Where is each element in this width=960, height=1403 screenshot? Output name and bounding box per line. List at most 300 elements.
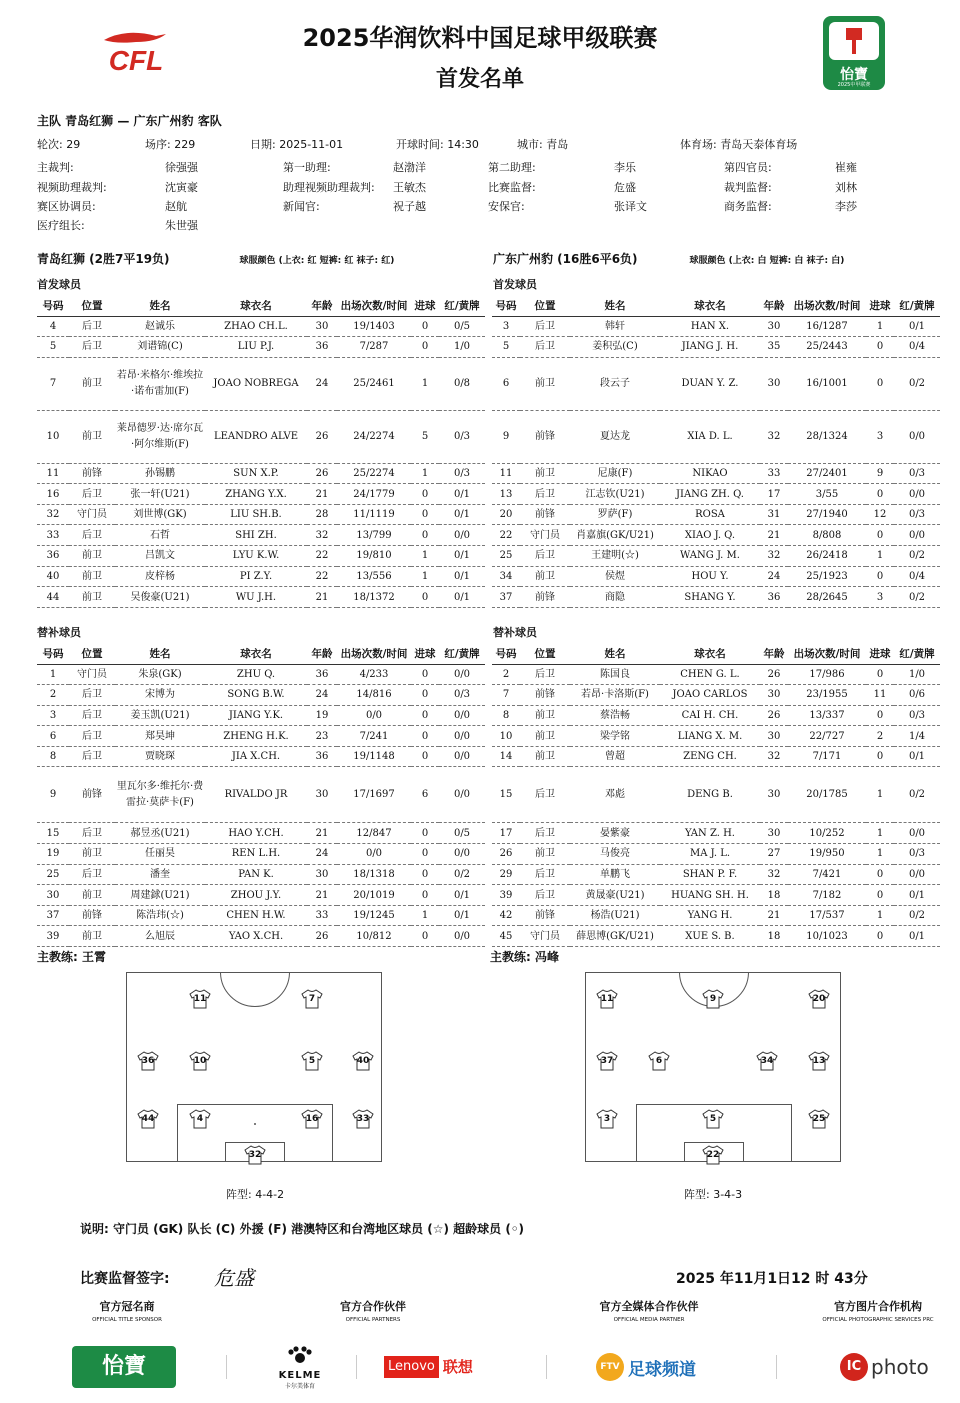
table-cell: 1/0 bbox=[894, 664, 940, 685]
column-header: 年龄 bbox=[307, 644, 337, 664]
table-cell: 7 bbox=[37, 357, 69, 410]
table-cell: 25 bbox=[492, 546, 520, 567]
table-cell: 18 bbox=[760, 885, 788, 906]
column-header: 球衣名 bbox=[660, 296, 760, 316]
table-cell: 11 bbox=[37, 463, 69, 484]
table-cell: 2 bbox=[866, 726, 894, 747]
table-cell: 32 bbox=[760, 546, 788, 567]
player-shirt-icon bbox=[648, 1051, 670, 1071]
player-shirt-icon bbox=[702, 1109, 724, 1129]
table-cell: HOU Y. bbox=[660, 566, 760, 587]
table-cell: 25/1923 bbox=[788, 566, 866, 587]
table-cell: JIANG ZH. Q. bbox=[660, 484, 760, 505]
table-cell: 30 bbox=[307, 864, 337, 885]
table-cell: 0 bbox=[866, 864, 894, 885]
table-cell: 22 bbox=[307, 566, 337, 587]
table-cell: 0 bbox=[411, 525, 439, 546]
sponsor-category bbox=[72, 1298, 182, 1323]
table-cell: 0 bbox=[866, 705, 894, 726]
table-cell: 0 bbox=[411, 844, 439, 865]
table-cell: 25/2461 bbox=[337, 357, 411, 410]
table-cell: LIU SH.B. bbox=[205, 504, 307, 525]
table-cell: 1 bbox=[411, 546, 439, 567]
kelme-subtext: 卡尔美体育 bbox=[284, 1383, 315, 1390]
table-cell: 0/0 bbox=[337, 705, 411, 726]
column-header: 年龄 bbox=[307, 296, 337, 316]
table-cell: 0 bbox=[411, 885, 439, 906]
table-row bbox=[492, 463, 940, 484]
table-cell: 0/1 bbox=[439, 885, 485, 906]
table-cell: 1 bbox=[411, 566, 439, 587]
table-cell: 2 bbox=[492, 664, 520, 685]
column-header: 球衣名 bbox=[205, 296, 307, 316]
table-cell: 21 bbox=[760, 525, 788, 546]
table-cell: RIVALDO JR bbox=[205, 767, 307, 823]
home-starters-table bbox=[37, 296, 485, 608]
table-row bbox=[492, 337, 940, 358]
table-cell: 0/0 bbox=[439, 844, 485, 865]
table-cell: 0/0 bbox=[439, 767, 485, 823]
table-row bbox=[37, 664, 485, 685]
table-cell: 0/0 bbox=[439, 726, 485, 747]
table-cell: 0/1 bbox=[894, 316, 940, 337]
table-cell: 12/847 bbox=[337, 823, 411, 844]
table-cell: 1 bbox=[411, 357, 439, 410]
table-header-row bbox=[492, 296, 940, 316]
table-row bbox=[37, 316, 485, 337]
table-row bbox=[492, 525, 940, 546]
table-cell: 24/2274 bbox=[337, 410, 411, 463]
table-cell: 前卫 bbox=[69, 357, 115, 410]
table-cell: 10/812 bbox=[337, 926, 411, 947]
table-cell: 1 bbox=[411, 463, 439, 484]
table-cell: 30 bbox=[760, 685, 788, 706]
table-cell: CHEN H.W. bbox=[205, 905, 307, 926]
table-cell: 0/0 bbox=[894, 484, 940, 505]
table-cell: 薛思博(GK/U21) bbox=[570, 926, 660, 947]
table-cell: CHEN G. L. bbox=[660, 664, 760, 685]
column-header: 出场次数/时间 bbox=[337, 296, 411, 316]
table-cell: HAN X. bbox=[660, 316, 760, 337]
table-cell: 6 bbox=[37, 726, 69, 747]
table-cell: 朱泉(GK) bbox=[115, 664, 205, 685]
sponsor-badge bbox=[823, 16, 885, 90]
table-cell: 9 bbox=[866, 463, 894, 484]
table-cell: 后卫 bbox=[69, 525, 115, 546]
table-cell: 后卫 bbox=[520, 864, 570, 885]
table-cell: 24 bbox=[760, 566, 788, 587]
table-cell: 7 bbox=[492, 685, 520, 706]
home-subs-table bbox=[37, 644, 485, 947]
column-header: 姓名 bbox=[570, 296, 660, 316]
table-cell: 11/1119 bbox=[337, 504, 411, 525]
table-cell: 0/1 bbox=[894, 926, 940, 947]
table-cell: 15 bbox=[492, 767, 520, 823]
table-cell: 0/0 bbox=[337, 844, 411, 865]
table-cell: 前锋 bbox=[69, 463, 115, 484]
home-team-name: 青岛红狮 (2胜7平19负) bbox=[37, 252, 170, 266]
table-cell: 19 bbox=[37, 844, 69, 865]
table-cell: 0 bbox=[411, 664, 439, 685]
table-cell: 17/537 bbox=[788, 905, 866, 926]
official-label: 新闻官: bbox=[283, 200, 320, 213]
table-cell: 27/2401 bbox=[788, 463, 866, 484]
table-cell: 若昂·卡洛斯(F) bbox=[570, 685, 660, 706]
table-row bbox=[492, 746, 940, 767]
table-cell: 0 bbox=[866, 746, 894, 767]
player-shirt-icon bbox=[702, 1145, 724, 1165]
table-cell: ROSA bbox=[660, 504, 760, 525]
official-value: 沈寅豪 bbox=[165, 181, 198, 194]
table-cell: 36 bbox=[760, 587, 788, 608]
kelme-logo bbox=[270, 1346, 330, 1388]
table-cell: 30 bbox=[307, 767, 337, 823]
player-shirt-icon bbox=[702, 989, 724, 1009]
column-header: 出场次数/时间 bbox=[788, 296, 866, 316]
table-cell: 任丽昊 bbox=[115, 844, 205, 865]
sponsor-category-zh: 官方冠名商 bbox=[99, 1300, 155, 1313]
shirt-number: 5 bbox=[709, 1114, 717, 1124]
official-value: 李乐 bbox=[614, 161, 636, 174]
table-cell: PAN K. bbox=[205, 864, 307, 885]
shirt-number: 3 bbox=[603, 1114, 611, 1124]
table-cell: 24/1779 bbox=[337, 484, 411, 505]
column-header: 姓名 bbox=[115, 296, 205, 316]
table-cell: 45 bbox=[492, 926, 520, 947]
official-value: 危盛 bbox=[614, 181, 636, 194]
table-cell: 24 bbox=[307, 357, 337, 410]
official-value: 朱世强 bbox=[165, 219, 198, 232]
table-cell: 罗萨(F) bbox=[570, 504, 660, 525]
table-cell: 1 bbox=[866, 905, 894, 926]
table-row bbox=[37, 685, 485, 706]
table-cell: 8 bbox=[37, 746, 69, 767]
table-header-row bbox=[492, 644, 940, 664]
table-row bbox=[37, 463, 485, 484]
table-row bbox=[37, 885, 485, 906]
table-cell: 前卫 bbox=[69, 926, 115, 947]
center-circle bbox=[220, 937, 290, 1007]
badge-subtext: 2025中甲联赛 bbox=[837, 82, 871, 88]
table-cell: 前卫 bbox=[69, 566, 115, 587]
table-cell: 0 bbox=[866, 664, 894, 685]
sponsor-category-zh: 官方图片合作机构 bbox=[834, 1300, 922, 1313]
table-cell: HUANG SH. H. bbox=[660, 885, 760, 906]
player-shirt-icon bbox=[756, 1051, 778, 1071]
table-cell: 0/2 bbox=[894, 767, 940, 823]
table-header-row bbox=[37, 296, 485, 316]
table-cell: 0 bbox=[411, 484, 439, 505]
penalty-spot bbox=[254, 1123, 256, 1125]
table-cell: 后卫 bbox=[520, 823, 570, 844]
table-cell: 1 bbox=[411, 905, 439, 926]
table-row bbox=[492, 357, 940, 410]
table-cell: 8/808 bbox=[788, 525, 866, 546]
table-cell: 3 bbox=[866, 587, 894, 608]
table-cell: 0/0 bbox=[894, 864, 940, 885]
table-cell: 0 bbox=[866, 885, 894, 906]
table-cell: 4/233 bbox=[337, 664, 411, 685]
table-cell: 前锋 bbox=[69, 767, 115, 823]
official-label: 裁判监督: bbox=[724, 181, 772, 194]
table-cell: 后卫 bbox=[520, 484, 570, 505]
table-cell: 1/0 bbox=[439, 337, 485, 358]
official-value: 张译文 bbox=[614, 200, 647, 213]
official-value: 刘林 bbox=[835, 181, 857, 194]
table-cell: 0/0 bbox=[894, 410, 940, 463]
table-cell: 0/8 bbox=[439, 357, 485, 410]
table-cell: 0/3 bbox=[894, 844, 940, 865]
table-cell: ZENG CH. bbox=[660, 746, 760, 767]
table-cell: 37 bbox=[37, 905, 69, 926]
table-cell: DENG B. bbox=[660, 767, 760, 823]
table-cell: 宋博为 bbox=[115, 685, 205, 706]
table-row bbox=[37, 357, 485, 410]
table-cell: 1 bbox=[866, 823, 894, 844]
table-cell: 0 bbox=[866, 337, 894, 358]
table-row bbox=[37, 484, 485, 505]
column-header: 号码 bbox=[492, 644, 520, 664]
table-cell: XIAO J. Q. bbox=[660, 525, 760, 546]
table-row bbox=[37, 410, 485, 463]
table-cell: PI Z.Y. bbox=[205, 566, 307, 587]
table-cell: 4 bbox=[37, 316, 69, 337]
table-cell: 21 bbox=[307, 587, 337, 608]
table-cell: 30 bbox=[760, 823, 788, 844]
table-cell: 0 bbox=[411, 504, 439, 525]
table-cell: 0 bbox=[411, 705, 439, 726]
shirt-number: 40 bbox=[356, 1056, 370, 1066]
table-cell: 9 bbox=[37, 767, 69, 823]
table-cell: 前锋 bbox=[520, 504, 570, 525]
round: 轮次: 29 bbox=[37, 138, 81, 151]
table-cell: 邓彪 bbox=[570, 767, 660, 823]
home-subs-label: 替补球员 bbox=[37, 626, 81, 639]
table-cell: MA J. L. bbox=[660, 844, 760, 865]
player-shirt-icon bbox=[596, 1051, 618, 1071]
table-cell: 商隐 bbox=[570, 587, 660, 608]
table-cell: 17 bbox=[492, 823, 520, 844]
column-header: 位置 bbox=[520, 296, 570, 316]
table-cell: 25 bbox=[37, 864, 69, 885]
column-header: 号码 bbox=[37, 644, 69, 664]
signature: 危盛 bbox=[214, 1266, 254, 1290]
table-cell: 0/1 bbox=[439, 905, 485, 926]
sponsor-category bbox=[318, 1298, 428, 1323]
table-cell: 26 bbox=[307, 926, 337, 947]
table-cell: 0 bbox=[866, 484, 894, 505]
official-label: 助理视频助理裁判: bbox=[283, 181, 375, 194]
away-pitch-diagram bbox=[585, 972, 841, 1162]
table-cell: 后卫 bbox=[69, 705, 115, 726]
official-label: 第一助理: bbox=[283, 161, 331, 174]
away-starters-table bbox=[492, 296, 940, 608]
city: 城市: 青岛 bbox=[517, 138, 569, 151]
away-subs-label: 替补球员 bbox=[493, 626, 537, 639]
table-cell: 若昂·米格尔·维埃拉·诺布雷加(F) bbox=[115, 357, 205, 410]
table-cell: 0/6 bbox=[894, 685, 940, 706]
shirt-number: 9 bbox=[709, 994, 717, 1004]
table-cell: 22/727 bbox=[788, 726, 866, 747]
table-cell: 石哲 bbox=[115, 525, 205, 546]
table-cell: 23/1955 bbox=[788, 685, 866, 706]
table-cell: 后卫 bbox=[69, 864, 115, 885]
table-cell: 0 bbox=[866, 525, 894, 546]
column-header: 红/黄牌 bbox=[894, 296, 940, 316]
table-cell: YAO X.CH. bbox=[205, 926, 307, 947]
table-cell: 30 bbox=[307, 316, 337, 337]
table-cell: ZHANG Y.X. bbox=[205, 484, 307, 505]
official-value: 祝子越 bbox=[393, 200, 426, 213]
table-cell: 10/252 bbox=[788, 823, 866, 844]
sponsor-category bbox=[808, 1298, 948, 1323]
shirt-number: 16 bbox=[305, 1114, 319, 1124]
match-line: 主队 青岛红狮 — 广东广州豹 客队 bbox=[37, 114, 222, 128]
player-shirt-icon bbox=[189, 1109, 211, 1129]
shirt-number: 37 bbox=[600, 1056, 614, 1066]
away-team-name: 广东广州豹 (16胜6平6负) bbox=[493, 252, 638, 266]
table-cell: 0 bbox=[411, 316, 439, 337]
table-cell: 里瓦尔多·维托尔·费雷拉·莫萨卡(F) bbox=[115, 767, 205, 823]
table-cell: 郑昊坤 bbox=[115, 726, 205, 747]
table-cell: 10 bbox=[492, 726, 520, 747]
table-cell: 0/3 bbox=[439, 685, 485, 706]
table-cell: SUN X.P. bbox=[205, 463, 307, 484]
table-cell: 17 bbox=[760, 484, 788, 505]
table-cell: ZHU Q. bbox=[205, 664, 307, 685]
table-cell: 9 bbox=[492, 410, 520, 463]
signature-label: 比赛监督签字: bbox=[80, 1271, 170, 1287]
table-cell: 13/799 bbox=[337, 525, 411, 546]
table-cell: 0/3 bbox=[894, 463, 940, 484]
table-cell: 1 bbox=[37, 664, 69, 685]
shirt-number: 13 bbox=[812, 1056, 826, 1066]
table-row bbox=[492, 504, 940, 525]
player-shirt-icon bbox=[189, 1051, 211, 1071]
table-cell: 14/816 bbox=[337, 685, 411, 706]
table-cell: 30 bbox=[37, 885, 69, 906]
shirt-number: 10 bbox=[193, 1056, 207, 1066]
table-cell: 3 bbox=[866, 410, 894, 463]
ftv-text: 足球频道 bbox=[628, 1359, 696, 1380]
table-cell: ZHENG H.K. bbox=[205, 726, 307, 747]
table-cell: 么旭辰 bbox=[115, 926, 205, 947]
column-header: 号码 bbox=[492, 296, 520, 316]
table-cell: 0 bbox=[866, 926, 894, 947]
table-cell: 0 bbox=[411, 337, 439, 358]
table-cell: 40 bbox=[37, 566, 69, 587]
table-cell: 前卫 bbox=[520, 705, 570, 726]
table-cell: XUE S. B. bbox=[660, 926, 760, 947]
table-row bbox=[492, 664, 940, 685]
column-header: 红/黄牌 bbox=[894, 644, 940, 664]
player-shirt-icon bbox=[189, 989, 211, 1009]
away-kit: 球服颜色 (上衣: 白 短裤: 白 袜子: 白) bbox=[689, 256, 845, 266]
table-cell: 前锋 bbox=[520, 410, 570, 463]
column-header: 进球 bbox=[411, 644, 439, 664]
official-label: 医疗组长: bbox=[37, 219, 85, 232]
badge-emblem bbox=[829, 22, 879, 60]
table-cell: 31 bbox=[760, 504, 788, 525]
table-cell: 32 bbox=[760, 410, 788, 463]
table-cell: SHANG Y. bbox=[660, 587, 760, 608]
ic-mark: IC bbox=[840, 1353, 868, 1381]
page-subtitle: 首发名单 bbox=[435, 67, 524, 92]
table-cell: 0/4 bbox=[894, 337, 940, 358]
column-header: 进球 bbox=[866, 644, 894, 664]
table-cell: 守门员 bbox=[69, 664, 115, 685]
table-cell: 曾超 bbox=[570, 746, 660, 767]
divider bbox=[226, 1355, 227, 1379]
table-cell: LIANG X. M. bbox=[660, 726, 760, 747]
shirt-number: 6 bbox=[655, 1056, 663, 1066]
table-cell: 1 bbox=[866, 767, 894, 823]
table-cell: 夏达龙 bbox=[570, 410, 660, 463]
player-shirt-icon bbox=[808, 1051, 830, 1071]
table-cell: 守门员 bbox=[69, 504, 115, 525]
table-cell: 42 bbox=[492, 905, 520, 926]
sponsor-category-en: OFFICIAL PHOTOGRAPHIC SERVICES PRC bbox=[822, 1317, 934, 1323]
table-cell: 30 bbox=[760, 316, 788, 337]
table-cell: 18/1318 bbox=[337, 864, 411, 885]
table-row bbox=[492, 685, 940, 706]
table-cell: 16/1001 bbox=[788, 357, 866, 410]
table-cell: 前卫 bbox=[520, 746, 570, 767]
table-cell: 0/1 bbox=[439, 484, 485, 505]
table-cell: 梁学铭 bbox=[570, 726, 660, 747]
official-label: 安保官: bbox=[488, 200, 525, 213]
table-cell: 张一轩(U21) bbox=[115, 484, 205, 505]
table-cell: 15 bbox=[37, 823, 69, 844]
table-row bbox=[492, 905, 940, 926]
ic-text: photo bbox=[871, 1355, 929, 1379]
table-cell: 前卫 bbox=[520, 566, 570, 587]
table-cell: JOAO NOBREGA bbox=[205, 357, 307, 410]
table-cell: 0/4 bbox=[894, 566, 940, 587]
table-cell: 16/1287 bbox=[788, 316, 866, 337]
table-cell: 5 bbox=[411, 410, 439, 463]
shirt-number: 33 bbox=[356, 1114, 370, 1124]
table-cell: 0/1 bbox=[439, 546, 485, 567]
table-cell: 马俊亮 bbox=[570, 844, 660, 865]
table-cell: 后卫 bbox=[69, 726, 115, 747]
table-cell: 0/2 bbox=[894, 357, 940, 410]
lenovo-zh-text: 联想 bbox=[442, 1358, 473, 1376]
table-cell: 21 bbox=[760, 905, 788, 926]
column-header: 号码 bbox=[37, 296, 69, 316]
table-cell: 0/0 bbox=[439, 664, 485, 685]
table-row bbox=[37, 926, 485, 947]
table-cell: 后卫 bbox=[520, 337, 570, 358]
table-cell: 33 bbox=[37, 525, 69, 546]
table-cell: 36 bbox=[307, 337, 337, 358]
ic-photo-logo bbox=[840, 1352, 940, 1382]
table-cell: 13/556 bbox=[337, 566, 411, 587]
column-header: 年龄 bbox=[760, 296, 788, 316]
table-cell: WANG J. M. bbox=[660, 546, 760, 567]
column-header: 姓名 bbox=[570, 644, 660, 664]
table-cell: 莱昂德罗·达·席尔瓦·阿尔维斯(F) bbox=[115, 410, 205, 463]
badge-text: 怡寶 bbox=[840, 67, 868, 83]
shirt-number: 11 bbox=[600, 994, 614, 1004]
player-shirt-icon bbox=[301, 989, 323, 1009]
table-cell: 侯煜 bbox=[570, 566, 660, 587]
table-cell: 7/287 bbox=[337, 337, 411, 358]
table-cell: 28/1324 bbox=[788, 410, 866, 463]
table-cell: 19/1403 bbox=[337, 316, 411, 337]
table-cell: 后卫 bbox=[520, 546, 570, 567]
table-cell: 23 bbox=[307, 726, 337, 747]
